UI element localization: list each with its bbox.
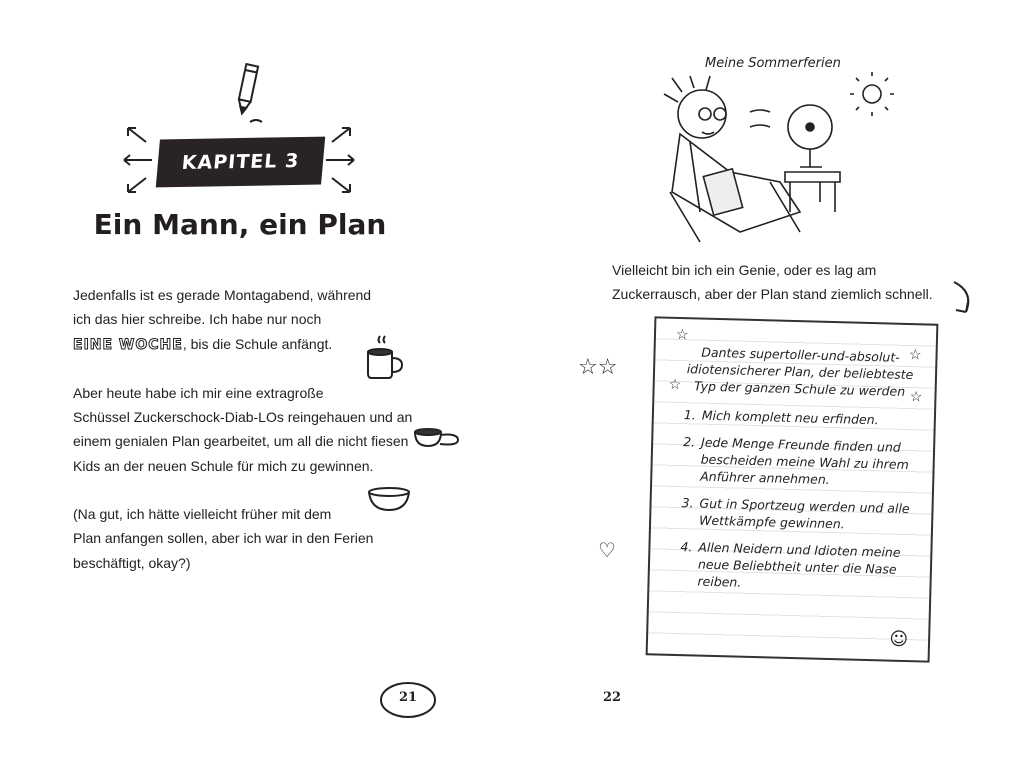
arrows-right-icon (322, 122, 362, 202)
text-line: beschäftigt, okay?) (73, 554, 191, 571)
item-number: 1. (683, 407, 697, 423)
star-icon: ☆ (675, 326, 689, 344)
face-doodle-icon: ☺ (889, 628, 909, 651)
item-number: 3. (681, 495, 694, 511)
plan-item (681, 494, 920, 534)
right-body-text (612, 258, 942, 307)
plan-note (646, 316, 939, 662)
text-line: ich das hier schreibe. Ich habe nur noch (73, 311, 322, 328)
chapter-title: Ein Mann, ein Plan (93, 208, 387, 241)
item-text: Jede Menge Freunde finden und bescheiden meine Wahl zu ihrem Anführer annehmen. (700, 434, 909, 487)
bowl-icon (366, 486, 412, 514)
text-line: Zuckerrausch, aber der Plan stand ziemlich schnell. (612, 286, 933, 303)
text-line: Kids an der neuen Schule für mich zu gewinnen. (73, 457, 374, 474)
plan-item (684, 406, 922, 429)
text-fragment: , bis die Schule anfängt. (182, 335, 333, 352)
item-text: Mich komplett neu erfinden. (701, 407, 879, 428)
left-body-text (73, 283, 413, 575)
item-number: 2. (683, 434, 696, 450)
emphasis-text: EINE WOCHE (73, 336, 183, 353)
curved-arrow-icon (948, 278, 978, 318)
item-number: 4. (680, 539, 693, 555)
item-text: Allen Neidern und Idioten meine neue Beliebtheit unter die Nase reiben. (697, 539, 901, 590)
star-icon: ☆ (909, 389, 923, 406)
plan-item (682, 433, 921, 490)
paragraph (73, 381, 413, 478)
chapter-banner (156, 137, 325, 188)
item-text: Gut in Sportzeug werden und alle Wettkämpfe gewinnen. (698, 495, 910, 532)
text-line: (Na gut, ich hätte vielleicht früher mit dem (73, 506, 332, 523)
text-line: Plan anfangen sollen, aber ich war in den Ferien (73, 530, 374, 547)
heart-doodle-icon: ♡ (598, 538, 616, 562)
illustration-caption: Meine Sommerferien (705, 56, 841, 71)
teacup-icon (412, 426, 462, 452)
star-icon: ☆ (908, 347, 922, 364)
page-number-left: 21 (398, 690, 418, 705)
plan-list (679, 406, 922, 595)
stars-doodle-icon: ☆☆ (578, 355, 618, 380)
text-line: Schüssel Zuckerschock-Diab-LOs reingehauen und an (73, 409, 413, 426)
text-line: Aber heute habe ich mir eine extragroße (73, 384, 324, 401)
text-line: Vielleicht bin ich ein Genie, oder es lag am (612, 262, 877, 278)
summer-holiday-illustration (650, 72, 910, 247)
paragraph (73, 502, 413, 575)
mug-icon (362, 332, 408, 382)
text-line: einem genialen Plan gearbeitet, um all die nicht fiesen (73, 433, 409, 450)
text-line: Jedenfalls ist es gerade Montagabend, während (73, 287, 372, 303)
note-title: Dantes supertoller-und-absolut-idiotensicherer Plan, der beliebteste Typ der ganzen Schule zu werden (686, 344, 914, 399)
plan-item (679, 538, 918, 595)
pencil-icon (228, 60, 268, 125)
arrows-left-icon (118, 122, 158, 202)
star-icon: ☆ (668, 376, 682, 394)
chapter-label: KAPITEL 3 (180, 149, 301, 175)
page-number-right: 22 (602, 690, 622, 705)
